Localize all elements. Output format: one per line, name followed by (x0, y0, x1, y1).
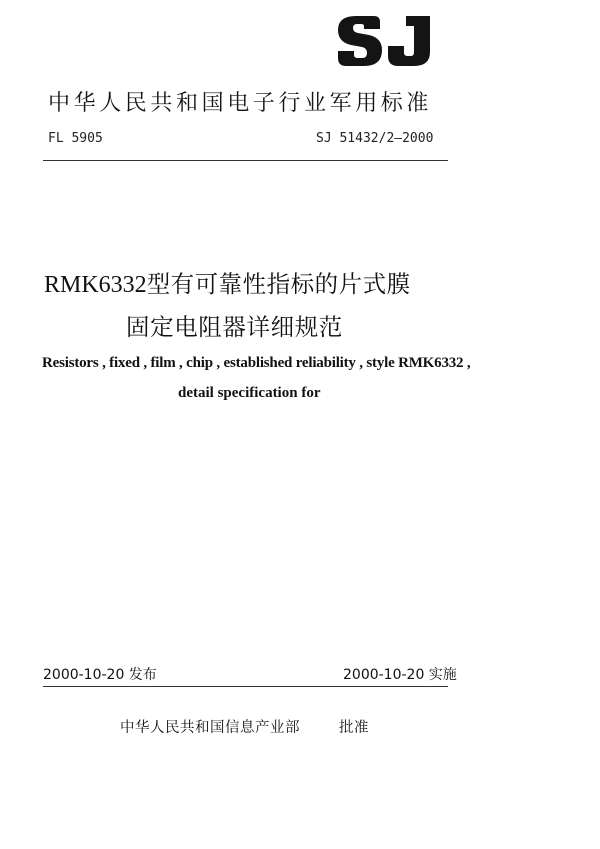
standard-number: SJ 51432/2—2000 (316, 131, 434, 146)
chinese-title-model: RMK6332 (44, 272, 147, 298)
footer-divider (43, 686, 448, 687)
classification-code: FL 5905 (48, 131, 103, 146)
standard-title: 中华人民共和国电子行业军用标准 (48, 91, 433, 116)
sj-logo (334, 10, 434, 70)
english-title-line-1: Resistors , fixed , film , chip , established reliability , style RMK6332 , (42, 355, 471, 371)
header-divider (43, 160, 448, 161)
chinese-title-line-2: 固定电阻器详细规范 (126, 313, 343, 341)
chinese-title-line-1 (44, 265, 411, 299)
approving-authority: 中华人民共和国信息产业部 (120, 720, 300, 736)
chinese-title-text: 型有可靠性指标的片式膜 (146, 270, 411, 298)
issue-date: 2000-10-20 发布 (43, 667, 157, 683)
english-title-line-2: detail specification for (178, 385, 321, 401)
sj-logo-graphic (334, 10, 434, 70)
effective-date: 2000-10-20 实施 (343, 667, 457, 683)
approval-label: 批准 (339, 720, 369, 736)
